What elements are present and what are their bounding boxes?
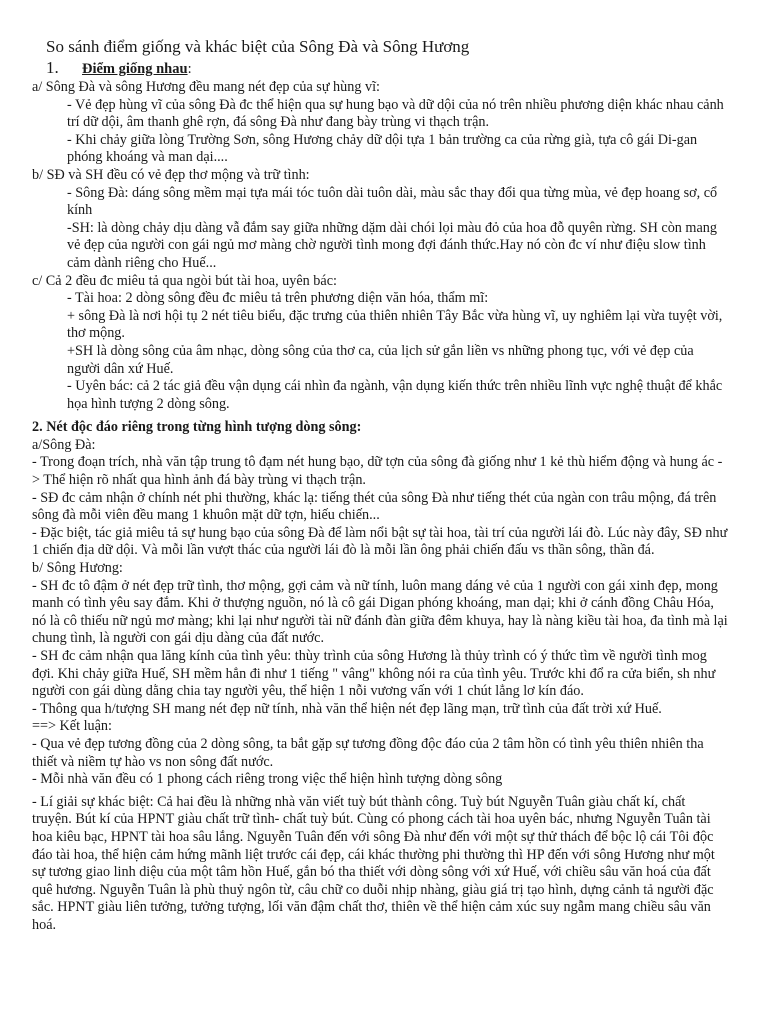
s1-a-heading: a/ Sông Đà và sông Hương đều mang nét đẹp của sự hùng vĩ: [32, 79, 380, 95]
s2-b-item: - SH đc cảm nhận qua lăng kính của tình yêu: thùy trình của sông Hương là thủy trình có ý thức tìm về người tình mog đợi. Khi chảy giữa Huế, SH mềm hẳn đi như 1 tiếng " vâng" không nói ra của tình yêu. Trước khi đổ ra cửa biển, sh như người con gái dùng dằng chia tay người yêu, thể hiện 1 nỗi vương vấn với 1 chút lẳng lơ kín đáo. [32, 648, 716, 700]
s1-b-item: - Sông Đà: dáng sông mềm mại tựa mái tóc tuôn dài tuôn dài, màu sắc thay đổi qua từng mùa, vẻ đẹp hoang sơ, cổ kính [67, 184, 718, 219]
s2-a-item: - SĐ đc cảm nhận ở chính nét phi thường, khác lạ: tiếng thét của sông Đà như tiếng thét của ngàn con trâu mộng, đá trên sông đà mỗi viên đều mang 1 khuôn mặt dữ tợn, hiếu chiến... [32, 489, 717, 524]
s1-b-heading: b/ SĐ và SH đều có vẻ đẹp thơ mộng và trữ tình: [32, 166, 310, 183]
s1-c-item: - Tài hoa: 2 dòng sông đều đc miêu tả trên phương diện văn hóa, thẩm mĩ: [67, 290, 489, 307]
s2-b-heading: b/ Sông Hương: [32, 560, 123, 577]
conclusion-item: - Mỗi nhà văn đều có 1 phong cách riêng trong việc thể hiện hình tượng dòng sông [32, 771, 503, 788]
section1-heading [46, 58, 728, 79]
s2-b-item: - SH đc tô đậm ở nét đẹp trữ tình, thơ mộng, gợi cảm và nữ tính, luôn mang dáng vẻ của 1 người con gái xinh đẹp, mong manh có tình yêu say đắm. Khi ở thượng nguồn, nó là cô gái Digan phóng khoáng, man dại; khi ở cánh đồng Châu Hóa, nó là cô thiếu nữ ngủ mơ màng; khi lại như người tài nữ đánh đàn giữa đêm khuya, hay là nàng kiều tài hoa, đa tình mà lại chung tình, là người con gái dịu dàng của đất nước. [32, 577, 728, 647]
s2-b-item: - Thông qua h/tượng SH mang nét đẹp nữ tính, nhà văn thể hiện nét đẹp lãng mạn, trữ tình của đất trời xứ Huế. [32, 700, 662, 717]
s1-c-heading: c/ Cả 2 đều đc miêu tả qua ngòi bút tài hoa, uyên bác: [32, 272, 337, 289]
section1-label: Điểm giống nhau [82, 61, 188, 77]
section1-number: 1. [46, 58, 59, 77]
s1-c-item: + sông Đà là nơi hội tụ 2 nét tiêu biểu, đặc trưng của thiên nhiên Tây Bắc vừa hùng vĩ, uy nghiêm lại vừa tuyệt vời, thơ mộng. [67, 307, 723, 342]
s1-a-item: - Khi chảy giữa lòng Trường Sơn, sông Hương chảy dữ dội tựa 1 bản trường ca của rừng già, tựa cô gái Di-gan phóng khoáng và man dại.... [67, 131, 698, 166]
section2-heading: 2. Nét độc đáo riêng trong từng hình tượng dòng sông: [32, 419, 362, 436]
document-title: So sánh điểm giống và khác biệt của Sông Đà và Sông Hương [46, 37, 470, 56]
s2-a-item: - Đặc biệt, tác giả miêu tả sự hung bạo của sông Đà để làm nổi bật sự tài hoa, tài trí của người lái đò. Lúc này đây, SĐ như 1 chiến địa dữ dội. Và mỗi lần vượt thác của người lái đò là mỗi lần ông phải chiến đấu vs thần sông, thần đá. [32, 524, 728, 559]
conclusion-heading: ==> Kết luận: [32, 718, 112, 735]
s1-c-item: - Uyên bác: cả 2 tác giả đều vận dụng cái nhìn đa ngành, vận dụng kiến thức trên nhiều lĩnh vực nghệ thuật để khắc họa hình tượng 2 dòng sông. [67, 378, 723, 412]
s2-a-item: - Trong đoạn trích, nhà văn tập trung tô đạm nét hung bạo, dữ tợn của sông đà giống như 1 kẻ thù hiểm động và hung ác -> Thể hiện rõ nhất qua hình ảnh đá bày trùng vi thạch trận. [32, 454, 723, 489]
section1-suffix: : [187, 61, 192, 77]
s2-a-heading: a/Sông Đà: [32, 436, 96, 453]
final-paragraph: - Lí giải sự khác biệt: Cả hai đều là những nhà văn viết tuỳ bút thành công. Tuỳ bút Nguyễn Tuân giàu chất kí, chất truyện. Bút kí của HPNT giàu chất trữ tình- chất tuỳ bút. Cùng có phong cách tài hoa uyên bác, nhưng Nguyễn Tuân tài hoa kiêu bạc, HPNT tài hoa sâu lắng. Nguyễn Tuân đến với sông Đà như đến với một sự thử thách để bộc lộ cái Tôi độc đáo tài hoa, thể hiện cảm hứng mãnh liệt trước cái đẹp, cái khác thường phi thường thì HP đến với sông Hương như một sự tương giao linh diệu của một tâm hồn Huế, gắn bó tha thiết với dòng sông với xứ Huế, với chiều sâu văn hoá của đất quê hương. Nguyễn Tuân là phù thuỷ ngôn từ, câu chữ co duỗi nhịp nhàng, giàu giá trị tạo hình, dựng cảnh tả người đặc sắc. HPNT giàu liên tưởng, tưởng tượng, lối văn đậm chất thơ, thiên về thể hiện cảm xúc suy ngẫm mang chiều sâu văn hoá. [32, 793, 715, 933]
conclusion-item: - Qua vẻ đẹp tương đồng của 2 dòng sông, ta bắt gặp sự tương đồng độc đáo của 2 tâm hồn có tình yêu thiên nhiên tha thiết và niềm tự hào vs non sông đất nước. [32, 735, 704, 770]
s1-b-item: -SH: là dòng chảy dịu dàng vẫ đắm say giữa những dặm dài chói lọi màu đỏ của hoa đỗ quyên rừng. SH còn mang vẻ đẹp của người con gái ngủ mơ màng chờ người tình mong đợi đánh thức.Hay nó còn đc ví như điệu slow tình cảm dành riêng cho Huế... [67, 219, 717, 271]
s1-a-item: - Vẻ đẹp hùng vĩ của sông Đà đc thể hiện qua sự hung bạo và dữ dội của nó trên nhiều phương diện khác nhau cảnh trí dữ dội, âm thanh ghê rợn, đá sông Đà như đang bày trùng vi thạch trận. [67, 96, 724, 131]
s1-c-item: +SH là dòng sông của âm nhạc, dòng sông của thơ ca, của lịch sử gắn liền vs những phong tục, với vẻ đẹp của người dân xứ Huế. [67, 342, 694, 377]
